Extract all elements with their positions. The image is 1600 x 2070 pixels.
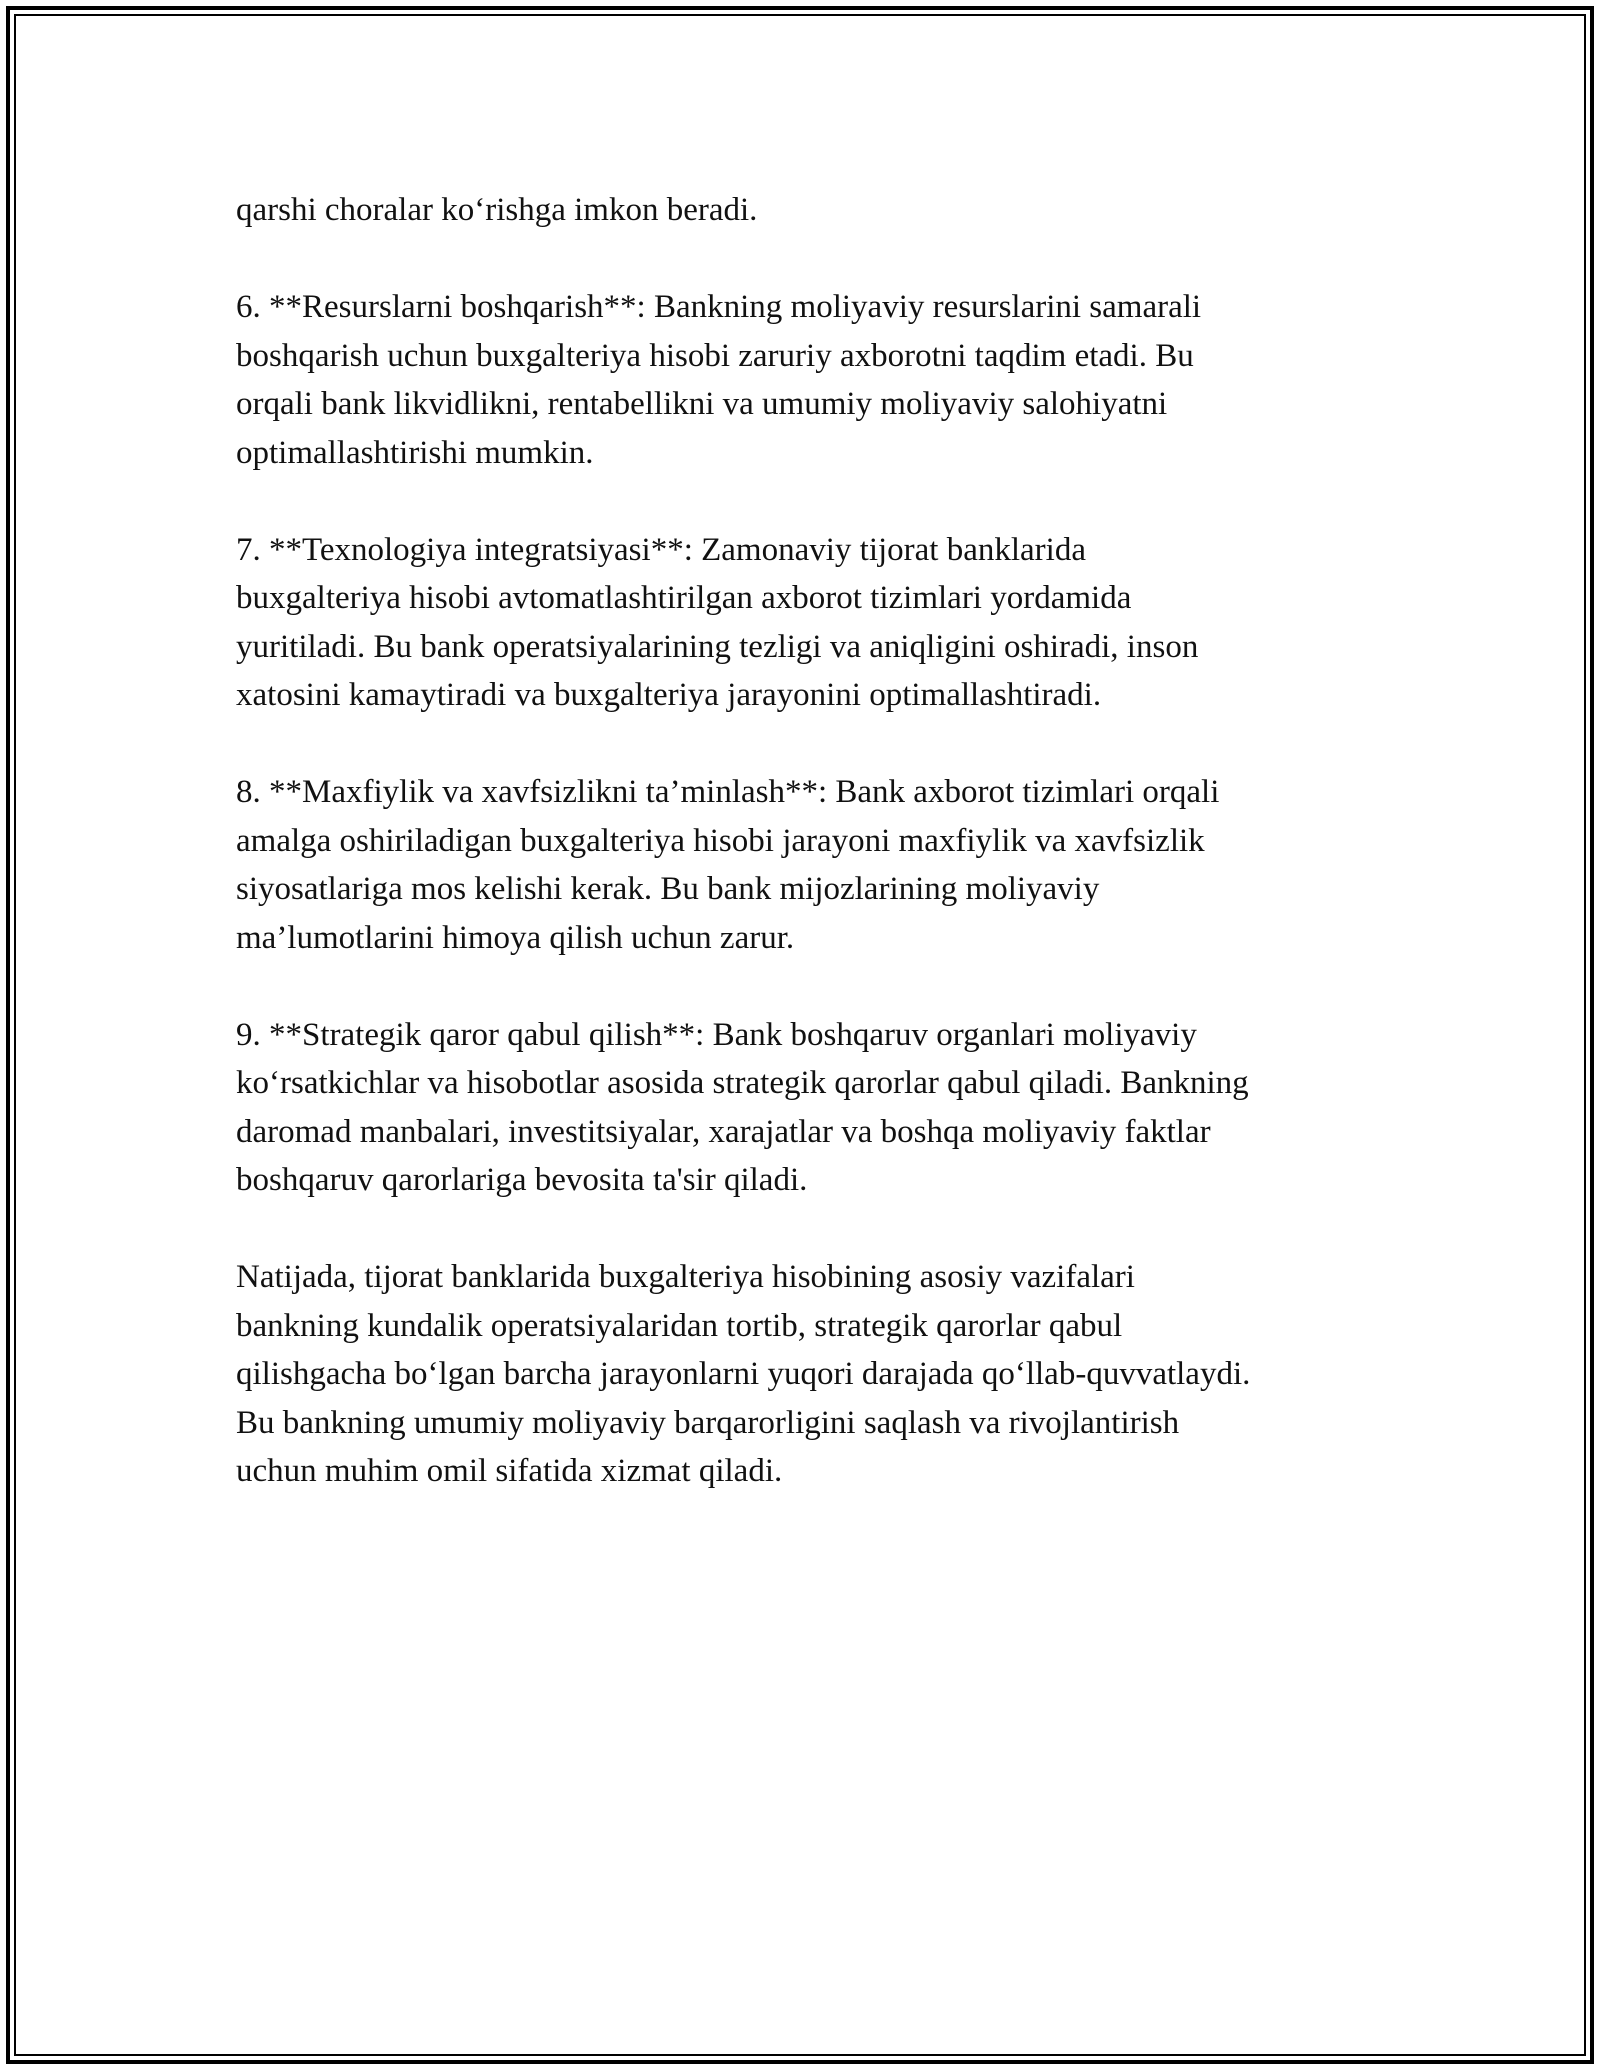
paragraph-item-8: 8. **Maxfiylik va xavfsizlikni ta’minlash**: Bank axborot tizimlari orqali amalga oshiriladigan buxgalteriya hisobi jarayoni maxfiylik va xavfsizlik siyosatlariga mos kelishi kerak. Bu bank mijozlarining moliyaviy ma’lumotlarini himoya qilish uchun zarur. [236, 774, 1220, 956]
paragraph-continuation: qarshi choralar ko‘rishga imkon beradi. [236, 192, 758, 228]
document-body [236, 186, 1376, 1544]
paragraph-item-7: 7. **Texnologiya integratsiyasi**: Zamonaviy tijorat banklarida buxgalteriya hisobi avtomatlashtirilgan axborot tizimlari yordamida yuritiladi. Bu bank operatsiyalarining tezligi va aniqligini oshiradi, inson xatosini kamaytiradi va buxgalteriya jarayonini optimallashtiradi. [236, 531, 1199, 713]
paragraph-item-9: 9. **Strategik qaror qabul qilish**: Bank boshqaruv organlari moliyaviy ko‘rsatkichlar va hisobotlar asosida strategik qarorlar qabul qiladi. Bankning daromad manbalari, investitsiyalar, xarajatlar va boshqa moliyaviy faktlar boshqaruv qarorlariga bevosita ta'sir qiladi. [236, 1016, 1249, 1198]
paragraph-item-6: 6. **Resurslarni boshqarish**: Bankning moliyaviy resurslarini samarali boshqarish uchun buxgalteriya hisobi zaruriy axborotni taqdim etadi. Bu orqali bank likvidlikni, rentabellikni va umumiy moliyaviy salohiyatni optimallashtirishi mumkin. [236, 289, 1202, 471]
paragraph-conclusion: Natijada, tijorat banklarida buxgalteriya hisobining asosiy vazifalari bankning kundalik operatsiyalaridan tortib, strategik qarorlar qabul qilishgacha bo‘lgan barcha jarayonlarni yuqori darajada qo‘llab-quvvatlaydi. Bu bankning umumiy moliyaviy barqarorligini saqlash va rivojlantirish uchun muhim omil sifatida xizmat qiladi. [236, 1259, 1251, 1489]
